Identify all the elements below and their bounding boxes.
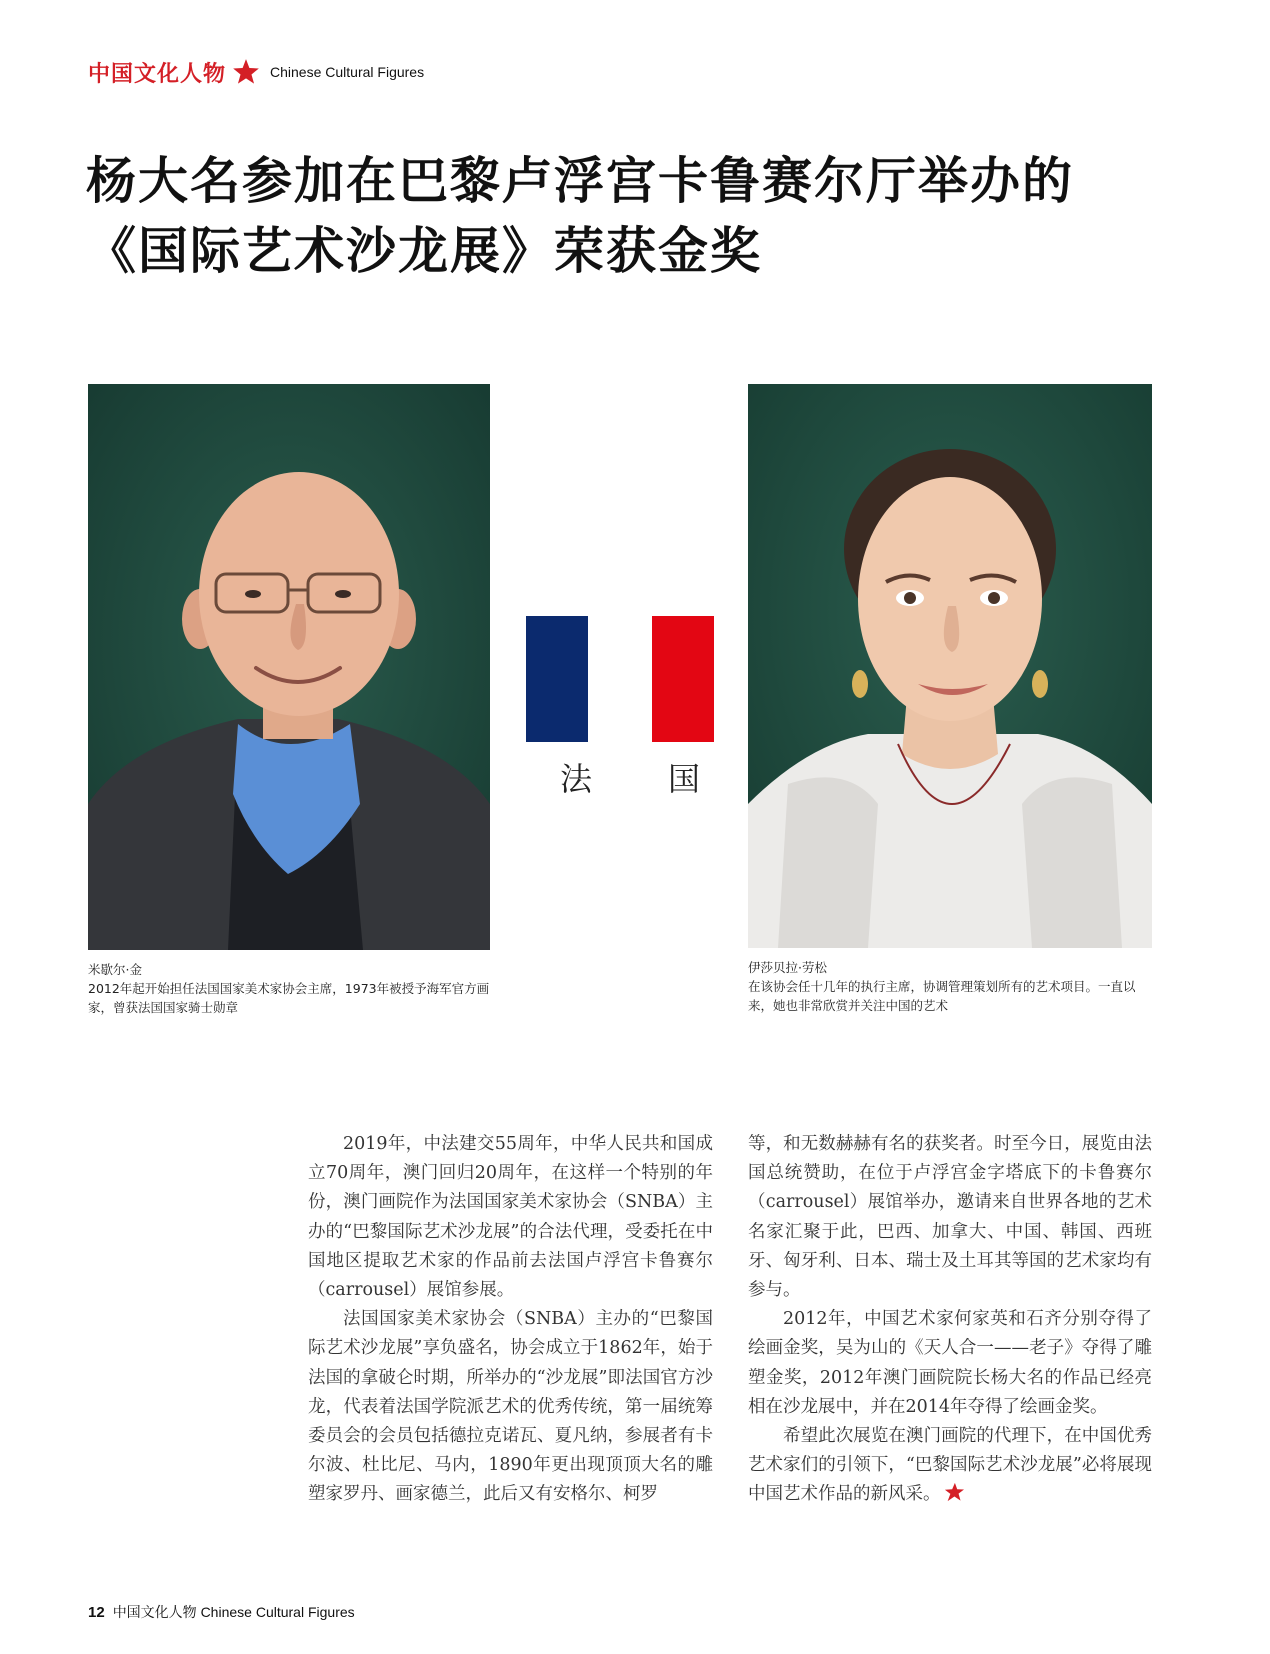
- magazine-header: [88, 54, 424, 90]
- article-column-left: [308, 1130, 713, 1510]
- caption-right: [748, 958, 1158, 1015]
- flag-red-stripe: [652, 616, 714, 742]
- title-line-1: 杨大名参加在巴黎卢浮宫卡鲁赛尔厅举办的: [86, 151, 1074, 210]
- magazine-name-cn: 中国文化人物: [88, 60, 227, 87]
- page-number: 12: [88, 1604, 105, 1621]
- star-icon: [232, 58, 260, 86]
- footer-magazine-name: 中国文化人物 Chinese Cultural Figures: [112, 1604, 355, 1620]
- article-paragraph-4: [748, 1422, 1152, 1510]
- caption-left-name: 米歇尔·金: [88, 962, 142, 977]
- flag-label-char-1: 法: [560, 760, 593, 798]
- article-paragraph-4-text: 希望此次展览在澳门画院的代理下，在中国优秀艺术家们的引领下，“巴黎国际艺术沙龙展”必将展现中国艺术作品的新风采。: [748, 1426, 1152, 1505]
- flag-label-char-2: 国: [667, 760, 700, 798]
- article-title: [86, 146, 1196, 286]
- flag-label: [560, 754, 700, 800]
- caption-left: [88, 960, 508, 1017]
- end-star-icon: [943, 1482, 965, 1502]
- portrait-illustration-woman: [748, 384, 1152, 948]
- caption-right-name: 伊莎贝拉·劳松: [748, 960, 827, 975]
- article-column-right: [748, 1130, 1152, 1510]
- caption-right-text: 在该协会任十几年的执行主席，协调管理策划所有的艺术项目。一直以来，她也非常欣赏并关注中国的艺术: [748, 979, 1136, 1013]
- portrait-illustration-man: [88, 384, 490, 950]
- page-footer: [88, 1602, 355, 1622]
- article-paragraph-2-continued: 等，和无数赫赫有名的获奖者。时至今日，展览由法国总统赞助，在位于卢浮宫金字塔底下的卡鲁赛尔（carrousel）展馆举办，邀请来自世界各地的艺术名家汇聚于此，巴西、加拿大、中国、韩国、西班牙、匈牙利、日本、瑞士及土耳其等国的艺术家均有参与。: [748, 1134, 1152, 1301]
- portrait-photo-left: [88, 384, 490, 950]
- flag-blue-stripe: [526, 616, 588, 742]
- portrait-photo-right: [748, 384, 1152, 948]
- article-paragraph-2: 法国国家美术家协会（SNBA）主办的“巴黎国际艺术沙龙展”享负盛名，协会成立于1862年，始于法国的拿破仑时期，所举办的“沙龙展”即法国官方沙龙，代表着法国学院派艺术的优秀传统，第一届统筹委员会的会员包括德拉克诺瓦、夏凡纳，参展者有卡尔波、杜比尼、马内，1890年更出现顶顶大名的雕塑家罗丹、画家德兰，此后又有安格尔、柯罗: [308, 1309, 713, 1505]
- magazine-name-en: Chinese Cultural Figures: [270, 64, 425, 80]
- title-line-2: 《国际艺术沙龙展》荣获金奖: [86, 221, 762, 280]
- article-paragraph-1: 2019年，中法建交55周年，中华人民共和国成立70周年，澳门回归20周年，在这样一个特别的年份，澳门画院作为法国国家美术家协会（SNBA）主办的“巴黎国际艺术沙龙展”的合法代理，受委托在中国地区提取艺术家的作品前去法国卢浮宫卡鲁赛尔（carrousel）展馆参展。: [308, 1134, 713, 1301]
- article-paragraph-3: 2012年，中国艺术家何家英和石齐分别夺得了绘画金奖，吴为山的《天人合一——老子》夺得了雕塑金奖，2012年澳门画院院长杨大名的作品已经亮相在沙龙展中，并在2014年夺得了绘画金奖。: [748, 1309, 1152, 1417]
- caption-left-text: 2012年起开始担任法国国家美术家协会主席，1973年被授予海军官方画家，曾获法国国家骑士勋章: [88, 981, 490, 1015]
